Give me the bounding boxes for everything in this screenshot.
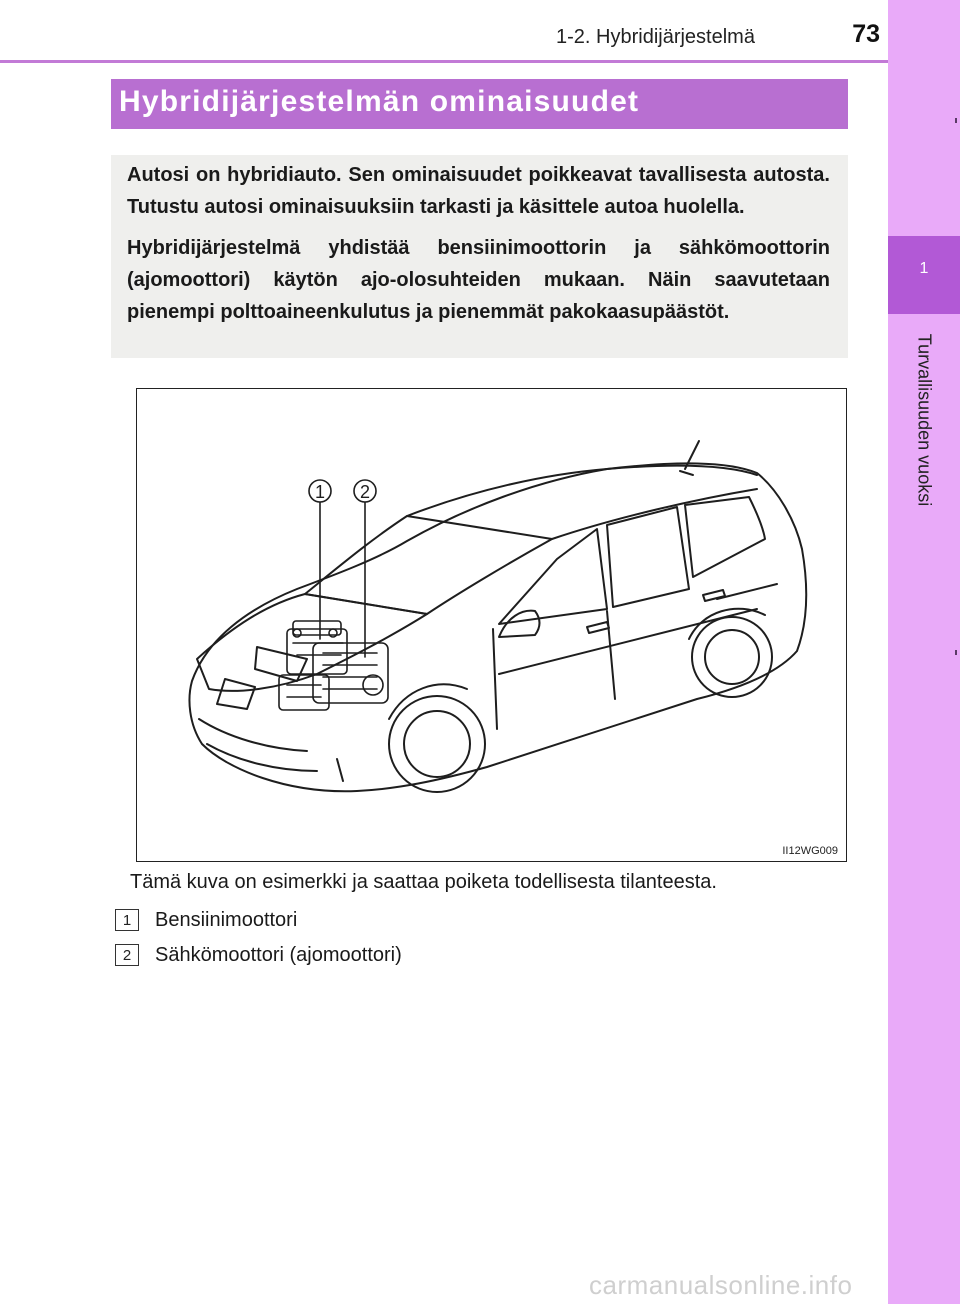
- chapter-number-tab[interactable]: [888, 236, 960, 314]
- callout-label-1: 1: [314, 482, 326, 502]
- legend-label: Bensiinimoottori: [155, 908, 298, 931]
- tab-tick-mark: [955, 650, 957, 655]
- intro-paragraph: Autosi on hybridiauto. Sen ominaisuudet poikkeavat tavallisesta autosta. Tutustu autosi ominaisuuksiin tarkasti ja käsittele autoa huolella.: [127, 164, 830, 218]
- legend-item: [115, 907, 297, 933]
- car-illustration-figure: [136, 388, 847, 862]
- section-title: Hybridijärjestelmän ominaisuudet: [119, 85, 640, 118]
- running-header-section: 1-2. Hybridijärjestelmä: [556, 26, 755, 48]
- figure-caption: Tämä kuva on esimerkki ja saattaa poiketa todellisesta tilanteesta.: [130, 871, 717, 893]
- chapter-title: Turvallisuuden vuoksi: [914, 333, 935, 507]
- chapter-number: 1: [919, 260, 929, 277]
- chapter-side-tab: [888, 0, 960, 1304]
- callout-label-2: 2: [359, 482, 371, 502]
- legend-label: Sähkömoottori (ajomoottori): [155, 943, 402, 966]
- legend-number-box: 1: [115, 909, 139, 931]
- intro-paragraph: Hybridijärjestelmä yhdistää bensiinimoottorin ja sähkömoottorin (ajomoottori) käytön ajo-olosuhteiden mukaan. Näin saavutetaan pienempi polttoaineenkulutus ja pienemmät pakokaasupäästöt.: [127, 237, 830, 323]
- intro-box: [111, 155, 848, 358]
- car-body-outline: [189, 463, 806, 791]
- watermark: carmanualsonline.info: [589, 1270, 853, 1300]
- figure-code: II12WG009: [782, 845, 838, 857]
- front-grille: [199, 719, 307, 751]
- side-window-front: [499, 529, 607, 624]
- quarter-window: [685, 497, 765, 577]
- side-window-rear: [607, 507, 689, 607]
- hybrid-powertrain: [279, 621, 388, 710]
- header-divider: [0, 60, 888, 63]
- car-illustration: [137, 389, 845, 860]
- section-title-bar: [111, 79, 848, 129]
- legend-item: [115, 942, 402, 968]
- legend-number-box: 2: [115, 944, 139, 966]
- page-number: 73: [852, 20, 880, 48]
- tab-tick-mark: [955, 118, 957, 123]
